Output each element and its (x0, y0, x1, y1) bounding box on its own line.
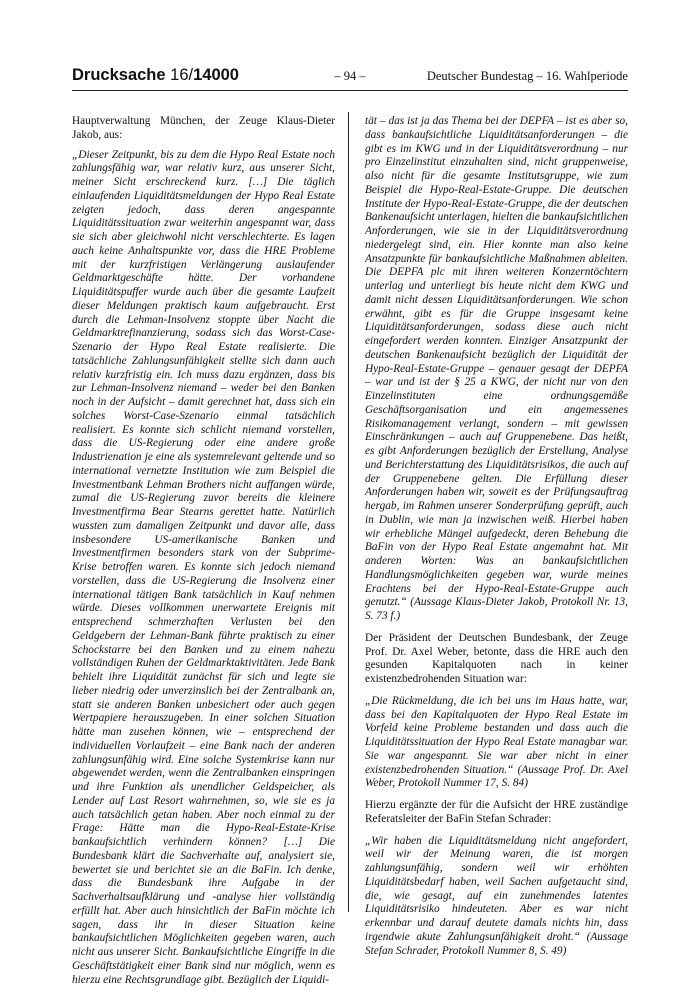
page-header (72, 66, 628, 88)
weber-intro-paragraph: Der Präsident der Deutschen Bundesbank, der Zeuge Prof. Dr. Axel Weber, betonte, dass die HRE auch den gesunden Kapitalquoten nach in keiner existenzbedrohenden Situation war: (365, 631, 628, 685)
intro-paragraph: Hauptverwaltung München, der Zeuge Klaus-Dieter Jakob, aus: (72, 115, 335, 141)
jakob-quote: „Dieser Zeitpunkt, bis zu dem die Hypo Real Estate noch zahlungsfähig war, war relativ kurz, aus unserer Sicht, meiner Sicht erschreckend kurz. […] Die täglich einlaufenden Liquiditätsmeldungen der Hypo Real Estate zeigten jedoch, dass deren angespannte Liquiditätssituation zwar weiterhin angespannt war, dass sie sich aber gleichwohl nicht verschlechterte. Es lagen auch keine Anhaltspunkte vor, dass die HRE Probleme mit der kurzfristigen Verlängerung auslaufender Geldmarktgeschäfte hätte. Der vorhandene Liquiditätspuffer wurde auch über die gesamte Laufzeit dieser Meldungen praktisch kaum aufgebraucht. Erst durch die Lehman-Insolvenz stoppte über Nacht die Geldmarktrefinanzierung, sodass sich das Worst-Case-Szenario der Hypo Real Estate realisierte. Die tatsächliche Zahlungsunfähigkeit stellte sich dann auch relativ kurzfristig ein. Ich muss dazu ergänzen, dass bis zur Lehman-Insolvenz niemand – weder bei den Banken noch in der Aufsicht – damit gerechnet hat, dass sich ein solches Worst-Case-Szenario einmal tatsächlich realisiert. Es konnte sich schlicht niemand vorstellen, dass die US-Regierung oder eine andere große Industrienation je eine als systemrelevant geltende und so international vernetzte Institution wie zum Beispiel die Investmentbank Lehman Brothers nicht auffangen würde, zumal die US-Regierung zuvor bereits die kleinere Investmentfirma Bear Stearns gerettet hatte. Natürlich wussten zum damaligen Zeitpunkt und davor alle, dass insbesondere US-amerikanische Banken und Investmentfirmen besonders stark von der Subprime-Krise betroffen waren. Es konnte sich jedoch niemand vorstellen, dass die US-Regierung die Insolvenz einer international tätigen Bank tatsächlich in Kauf nehmen würde. Dieses vollkommen unerwartete Ereignis mit entsprechend schmerzhaften Verlusten bei den Geldgebern der Lehman-Bank führte praktisch zu einer Schockstarre bei den Banken und zu einem nahezu vollständigen Ruhen der Geldmarktaktivitäten. Jede Bank behielt ihre Liquidität zunächst für sich und legte sie lieber niedrig oder unverzinslich bei der Zentralbank an, statt sie anderen Banken unbesichert oder auch gegen Wertpapiere herauszugeben. In einer solchen Situation hätte man zusehen können, wie – entsprechend der individuellen Vorlaufzeit – eine Bank nach der anderen zahlungsunfähig wird. Eine solche Systemkrise kann nur abgewendet werden, wenn die Zentralbanken einspringen und ihre Funktion als unendlicher Geldspeicher, als Lender auf Last Resort wahrnehmen, so, wie sie es ja auch tatsächlich getan haben. Aber noch einmal zu der Frage: Hätte man die Hypo-Real-Estate-Krise bankaufsichtlich verhindern können? […] Die Bundesbank klärt die Sachverhalte auf, analysiert sie, bewertet sie und berichtet sie an die BaFin. Ich denke, dass die Bundesbank ihre Aufgabe in der Sachverhaltsaufklärung und -analyse hier vollständig erfüllt hat. Aber auch hinsichtlich der BaFin möchte ich sagen, dass ihr in dieser Situation keine bankaufsichtlichen Möglichkeiten gegeben waren, auch nicht aus unserer Sicht. Bankaufsichtliche Eingriffe in die Geschäftstätigkeit einer Bank sind nur möglich, wenn es hierzu eine Rechtsgrundlage gibt. Bezüglich der Liquidi- (72, 148, 335, 986)
jakob-quote-continued: tät – das ist ja das Thema bei der DEPFA – ist es aber so, dass bankaufsichtliche Liquiditätsanforderungen – die gibt es im KWG und in der Liquiditätsverordnung – nur pro Einzelinstitut einzuhalten sind, nicht gruppenweise, also nicht für die gesamte Institutsgruppe, wie zum Beispiel die Hypo-Real-Estate-Gruppe. Die deutschen Institute der Hypo-Real-Estate-Gruppe, die der deutschen Bankenaufsicht unterlagen, hielten die bankaufsichtlichen Anforderungen, wie sie in der Liquiditätsverordnung niedergelegt sind, ein. Hier konnte man also keine Ansatzpunkte für bankaufsichtliche Maßnahmen ableiten. Die DEPFA plc mit ihren weiteren Konzerntöchtern unterlag und unterliegt bis heute nicht dem KWG und damit nicht dessen Liquiditätsanforderungen. Wie schon erwähnt, gibt es für die Gruppe insgesamt keine Liquiditätsanforderungen, sodass diese auch nicht eingefordert werden konnten. Einziger Ansatzpunkt der deutschen Bankenaufsicht bezüglich der Liquidität der Hypo-Real-Estate-Gruppe – genauer gesagt der DEPFA – war und ist der § 25 a KWG, der nicht nur von den Einzelinstituten eine ordnungsgemäße Geschäftsorganisation und ein angemessenes Risikomanagement verlangt, sondern – mit gewissen Einschränkungen – auch auf Gruppenebene. Das heißt, es gibt Anforderungen bezüglich der Erstellung, Analyse und Berichterstattung des Liquiditätsrisikos, die auch auf der Gruppenebene gelten. Die Erfüllung dieser Anforderungen haben wir, soweit es der Prüfungsauftrag hergab, im Rahmen unserer Sonderprüfung geprüft, auch in Dublin, wie man ja inzwischen weiß. Hierbei haben wir erhebliche Mängel aufgedeckt, deren Behebung die BaFin von der Hypo Real Estate angemahnt hat. Mit anderen Worten: Was an bankaufsichtlichen Handlungsmöglichkeiten gegeben war, wurde meines Erachtens bei der Hypo-Real-Estate-Gruppe auch genutzt.“ (Aussage Klaus-Dieter Jakob, Protokoll Nr. 13, S. 73 f.) (365, 115, 628, 622)
left-column (72, 115, 335, 993)
doc-number-bold: 14000 (193, 66, 239, 84)
doc-label: Drucksache (72, 66, 166, 84)
weber-quote: „Die Rückmeldung, die ich bei uns im Haus hatte, war, dass bei den Kapitalquoten der Hypo Real Estate im Vorfeld keine Probleme bestanden und dass auch die Liquiditätssituation der Hypo Real Estate managbar war. Sie war angespannt. Sie war aber nicht in einer existenzbedrohenden Situation.“ (Aussage Prof. Dr. Axel Weber, Protokoll Nummer 17, S. 84) (365, 694, 628, 790)
doc-number-prefix: 16/ (170, 66, 194, 84)
page-number: – 94 – (334, 69, 366, 83)
schrader-intro-paragraph: Hierzu ergänzte der für die Aufsicht der HRE zuständige Referatsleiter der BaFin Stefan Schrader: (365, 799, 628, 825)
header-rule (72, 90, 628, 91)
column-divider (348, 112, 349, 912)
right-column (365, 115, 628, 964)
schrader-quote: „Wir haben die Liquiditätsmeldung nicht angefordert, weil wir der Meinung waren, die ist morgen zahlungsunfähig, sondern weil wir erhöhten Liquiditätsbedarf haben, weil Sachen aufgetaucht sind, die, wie gesagt, auf ein zunehmendes latentes Liquiditätsrisiko hindeuteten. Aber es war nicht erkennbar und darauf deutete damals nichts hin, dass irgendwie akute Zahlungsunfähigkeit droht.“ (Aussage Stefan Schrader, Protokoll Nummer 8, S. 49) (365, 834, 628, 957)
publisher: Deutscher Bundestag – 16. Wahlperiode (426, 69, 628, 83)
